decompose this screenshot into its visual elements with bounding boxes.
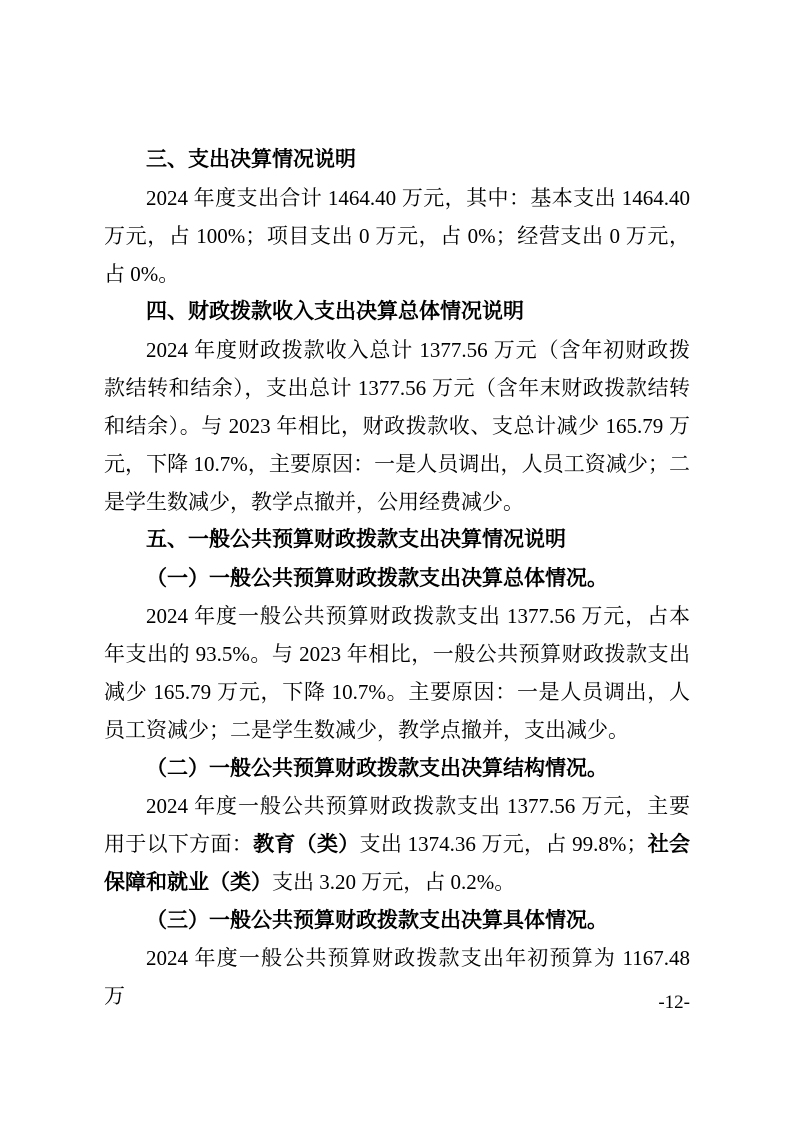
section-4-paragraph: 2024 年度财政拨款收入总计 1377.56 万元（含年初财政拨款结转和结余），支出总计 1377.56 万元（含年末财政拨款结转和结余）。与 2023 年相比，财政拨款收、支总计减少 165.79 万元，下降 10.7%，主要原因：一是人员调出，人员工资减少；二是学生数减少，教学点撤并，公用经费减少。: [104, 338, 690, 514]
section-3-paragraph: 2024 年度支出合计 1464.40 万元，其中：基本支出 1464.40 万元，占 100%；项目支出 0 万元，占 0%；经营支出 0 万元，占 0%。: [104, 186, 690, 286]
structure-intro-text: 2024 年度一般公共预算财政拨款支出 1377.56 万元，主要用于以下方面：: [104, 794, 690, 856]
page-number: -12-: [658, 992, 690, 1013]
section-5-sub-3-paragraph: 2024 年度一般公共预算财政拨款支出年初预算为 1167.48 万: [104, 946, 690, 1008]
section-5-heading: 五、一般公共预算财政拨款支出决算情况说明: [146, 528, 566, 551]
section-5-sub-3-heading: （三）一般公共预算财政拨款支出决算具体情况。: [146, 908, 608, 932]
section-4-heading: 四、财政拨款收入支出决算总体情况说明: [146, 300, 524, 323]
section-3-heading: 三、支出决算情况说明: [146, 148, 356, 171]
section-5-sub-2-heading: （二）一般公共预算财政拨款支出决算结构情况。: [146, 756, 608, 780]
section-5-sub-1-paragraph: 2024 年度一般公共预算财政拨款支出 1377.56 万元，占本年支出的 93.5%。与 2023 年相比，一般公共预算财政拨款支出减少 165.79 万元，下降 10.7%。主要原因：一是人员调出，人员工资减少；二是学生数减少，教学点撤并，支出减少。: [104, 604, 690, 742]
education-category-amount: 支出 1374.36 万元，占 99.8%；: [359, 832, 648, 856]
social-security-category-label: 社会保障和就业（类）: [104, 832, 691, 894]
social-security-category-amount: 支出 3.20 万元，占 0.2%。: [272, 870, 516, 894]
document-body: [104, 141, 690, 1015]
education-category-label: 教育（类）: [253, 832, 360, 856]
section-5-sub-2-paragraph: [104, 787, 690, 901]
section-5-sub-1-heading: （一）一般公共预算财政拨款支出决算总体情况。: [146, 566, 608, 590]
